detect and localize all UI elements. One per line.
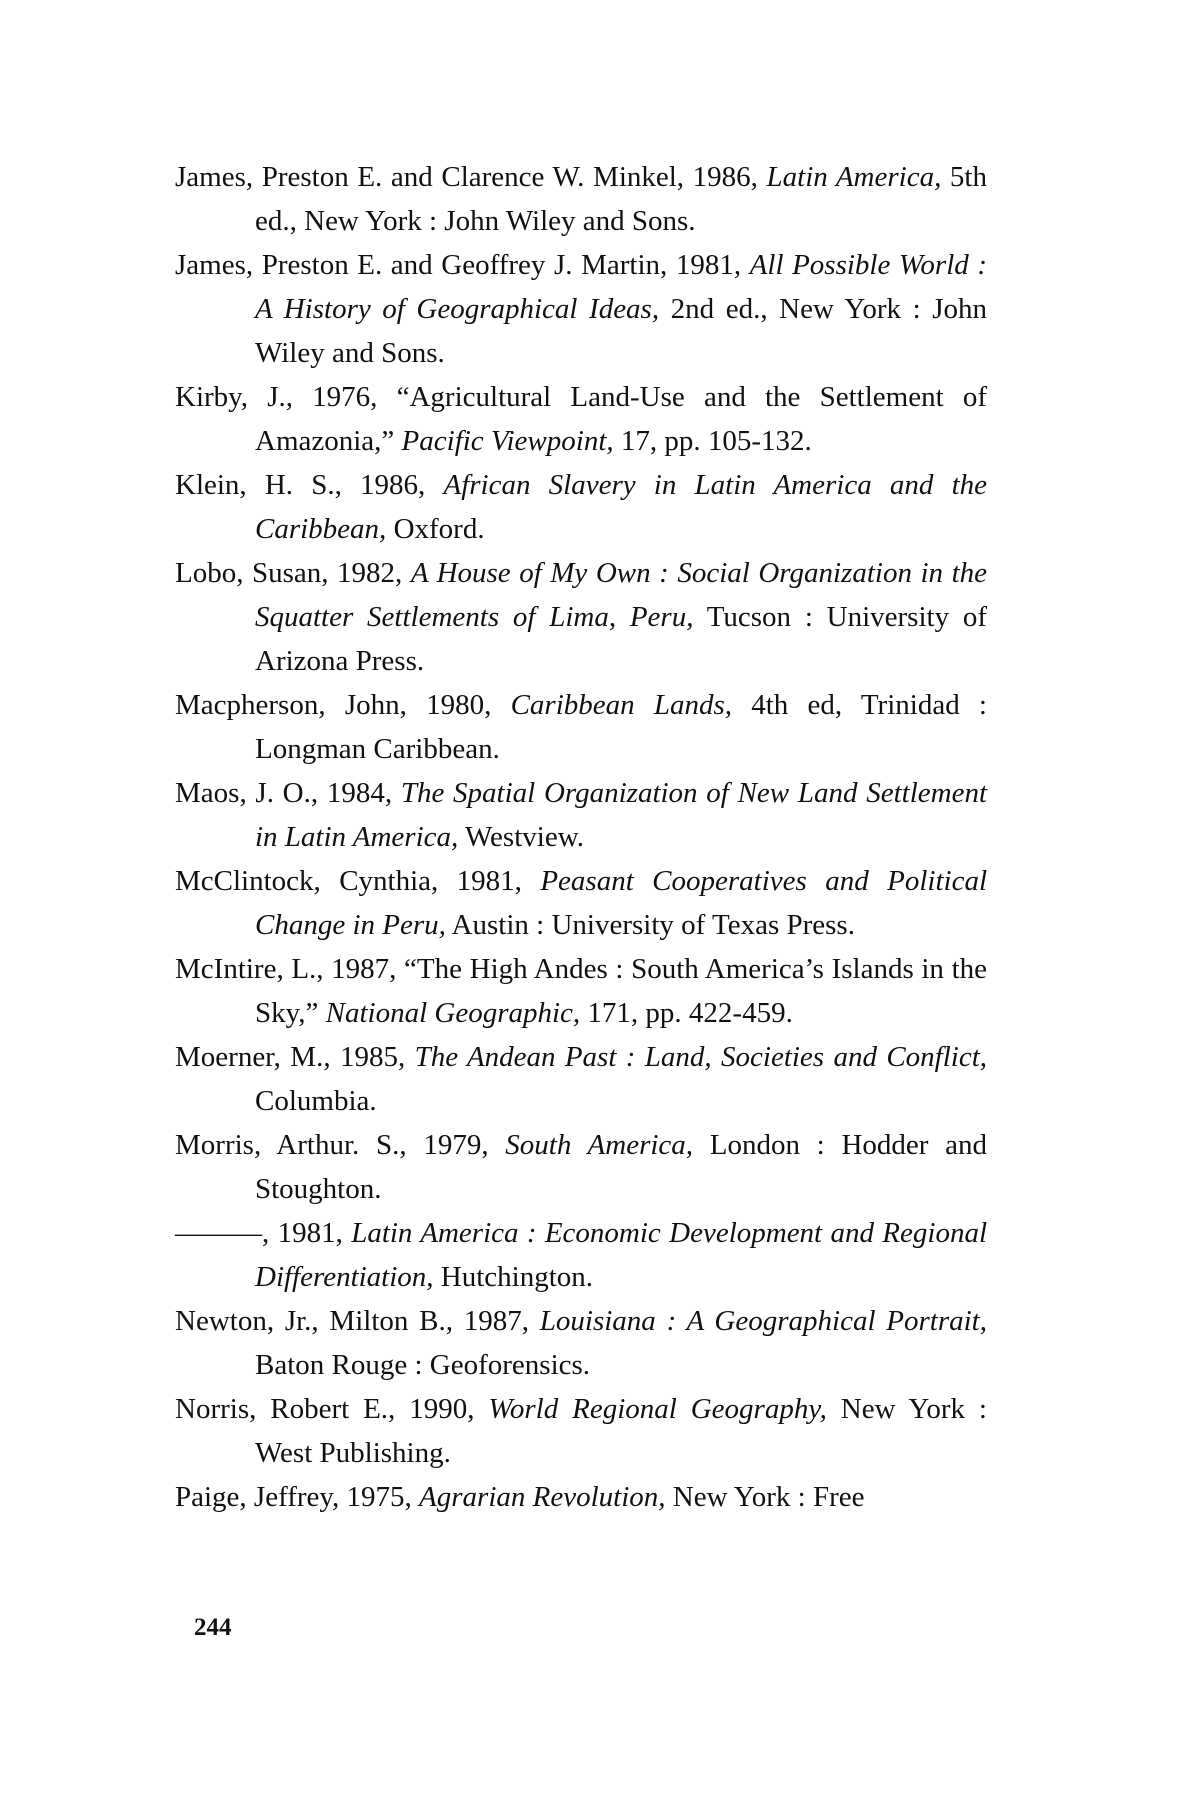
entry-text: ———, 1981, <box>175 1217 352 1249</box>
bibliography-entry <box>175 1387 987 1475</box>
entry-text: Tucson : University of Arizona Press. <box>255 601 987 677</box>
entry-text: Baton Rouge : Geoforensics. <box>255 1349 591 1381</box>
bibliography-entry <box>175 683 987 771</box>
entry-title: South America, <box>505 1129 694 1161</box>
entry-text: Hutchington. <box>433 1261 594 1293</box>
entry-text: McIntire, L., 1987, “The High Andes : South America’s Islands in the Sky,” <box>175 953 987 1029</box>
entry-text: Austin : University of Texas Press. <box>445 909 855 941</box>
bibliography-entry <box>175 1475 987 1519</box>
entry-title: All Possible World : A History of Geographical Ideas, <box>255 249 987 325</box>
entry-text: McClintock, Cynthia, 1981, <box>175 865 541 897</box>
bibliography-entry <box>175 1211 987 1299</box>
entry-title: Latin America, <box>766 161 942 193</box>
entry-title: Louisiana : A Geographical Portrait, <box>539 1305 987 1337</box>
page-number: 244 <box>194 1614 232 1641</box>
entry-text: Morris, Arthur. S., 1979, <box>175 1129 506 1161</box>
entry-text: Lobo, Susan, 1982, <box>175 557 411 589</box>
entry-text: Kirby, J., 1976, “Agricultural Land-Use and the Settlement of Amazonia,” <box>175 381 987 457</box>
entry-title: World Regional Geography, <box>488 1393 827 1425</box>
bibliography-entry <box>175 947 987 1035</box>
entry-text: Paige, Jeffrey, 1975, <box>175 1481 420 1513</box>
bibliography-entry <box>175 1123 987 1211</box>
entry-title: Pacific Viewpoint, <box>401 425 614 457</box>
entry-text: 171, pp. 422-459. <box>580 997 793 1029</box>
entry-text: Norris, Robert E., 1990, <box>175 1393 489 1425</box>
entry-text: Maos, J. O., 1984, <box>175 777 401 809</box>
entry-title: A House of My Own : Social Organization in the Squatter Settlements of Lima, Peru, <box>255 557 988 633</box>
entry-title: Latin America : Economic Development and Regional Differentiation, <box>255 1217 988 1293</box>
bibliography-entry <box>175 551 987 683</box>
entry-title: African Slavery in Latin America and the Caribbean, <box>255 469 987 545</box>
entry-text: 2nd ed., New York : John Wiley and Sons. <box>255 293 988 369</box>
bibliography-entry <box>175 1299 987 1387</box>
entry-text: Macpherson, John, 1980, <box>175 689 511 721</box>
entry-title: The Andean Past : Land, Societies and Conflict, <box>414 1041 988 1073</box>
entry-text: Columbia. <box>255 1085 377 1117</box>
bibliography-list <box>175 155 987 1519</box>
entry-title: Agrarian Revolution, <box>419 1481 666 1513</box>
bibliography-entry <box>175 155 987 243</box>
bibliography-entry <box>175 859 987 947</box>
entry-text: New York : Free <box>665 1481 865 1513</box>
bibliography-entry <box>175 771 987 859</box>
bibliography-entry <box>175 463 987 551</box>
entry-text: Newton, Jr., Milton B., 1987, <box>175 1305 540 1337</box>
entry-text: Oxford. <box>386 513 485 545</box>
bibliography-entry <box>175 375 987 463</box>
entry-text: Moerner, M., 1985, <box>175 1041 415 1073</box>
entry-text: Westview. <box>458 821 585 853</box>
entry-text: New York : West Publishing. <box>255 1393 987 1469</box>
bibliography-entry <box>175 243 987 375</box>
bibliography-entry <box>175 1035 987 1123</box>
entry-title: Caribbean Lands, <box>510 689 733 721</box>
entry-text: London : Hodder and Stoughton. <box>255 1129 988 1205</box>
entry-text: Klein, H. S., 1986, <box>175 469 444 501</box>
entry-text: 17, pp. 105-132. <box>613 425 812 457</box>
entry-title: Peasant Cooperatives and Political Change in Peru, <box>255 865 987 941</box>
entry-text: 5th ed., New York : John Wiley and Sons. <box>255 161 987 237</box>
entry-text: James, Preston E. and Clarence W. Minkel, 1986, <box>175 161 767 193</box>
entry-title: The Spatial Organization of New Land Settlement in Latin America, <box>255 777 987 853</box>
entry-text: 4th ed, Trinidad : Longman Caribbean. <box>255 689 987 765</box>
entry-title: National Geographic, <box>325 997 581 1029</box>
entry-text: James, Preston E. and Geoffrey J. Martin, 1981, <box>175 249 750 281</box>
